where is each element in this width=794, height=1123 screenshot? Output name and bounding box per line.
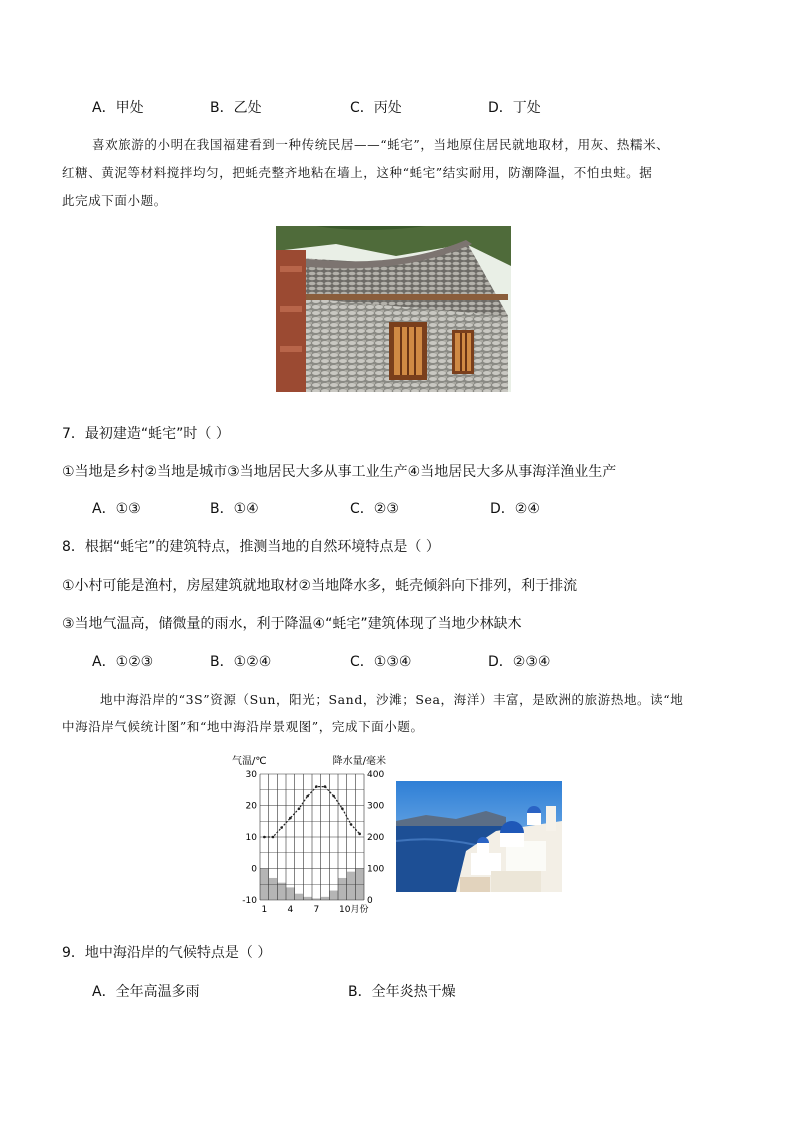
- y2-axis-label: 降水量/毫米: [332, 756, 386, 767]
- passage2-line2: 中海沿岸气候统计图”和“地中海沿岸景观图”，完成下面小题。: [62, 719, 424, 734]
- passage1-line2: 红糖、黄泥等材料搅拌均匀，把蚝壳整齐地粘在墙上，这种“蚝宅”结实耐用，防潮降温，不怕虫蛀。据: [62, 165, 653, 180]
- q6-option-c: C．丙处: [350, 100, 402, 116]
- y2-tick-label: 100: [367, 864, 385, 875]
- passage1-line3: 此完成下面小题。: [62, 193, 167, 208]
- x-tick-label: 7: [313, 905, 320, 915]
- precip-bar: [347, 872, 356, 900]
- q8-option-a: A．①②③: [92, 654, 154, 670]
- q8-stem: 8．根据“蚝宅”的建筑特点，推测当地的自然环境特点是（ ）: [62, 539, 440, 555]
- precip-bar: [277, 883, 286, 900]
- precip-bar: [338, 878, 347, 900]
- q7-statements: ①当地是乡村②当地是城市③当地居民大多从事工业生产④当地居民大多从事海洋渔业生产: [62, 464, 617, 480]
- precip-bar: [303, 897, 312, 900]
- q6-option-d: D．丁处: [488, 100, 541, 116]
- y-tick-label: 30: [245, 770, 257, 780]
- precip-bar: [269, 878, 278, 900]
- temperature-point: [332, 795, 335, 798]
- oyster-house-photo: [276, 226, 511, 392]
- passage2-line1: 地中海沿岸的“3S”资源（Sun，阳光；Sand，沙滩；Sea，海洋）丰富，是欧洲的旅游热地。读“地: [100, 692, 684, 707]
- y-tick-label: -10: [242, 896, 257, 906]
- precip-bar: [286, 887, 295, 900]
- temperature-point: [341, 807, 344, 810]
- q9-option-a: A．全年高温多雨: [92, 984, 200, 1000]
- q8-option-d: D．②③④: [488, 654, 551, 670]
- temperature-point: [324, 785, 327, 788]
- q8-statements-line2: ③当地气温高，储微量的雨水，利于降温④“蚝宅”建筑体现了当地少林缺木: [62, 616, 522, 632]
- temperature-point: [289, 817, 292, 820]
- temperature-point: [306, 795, 309, 798]
- q6-option-a: A．甲处: [92, 100, 144, 116]
- passage1-line1: 喜欢旅游的小明在我国福建看到一种传统民居——“蚝宅”，当地原住居民就地取材，用灰、热糯米、: [92, 137, 670, 152]
- q8-option-b: B．①②④: [210, 654, 272, 670]
- y-tick-label: 10: [245, 833, 257, 843]
- temperature-point: [315, 785, 318, 788]
- y2-tick-label: 0: [367, 896, 373, 906]
- q8-option-c: C．①③④: [350, 654, 412, 670]
- y2-tick-label: 200: [367, 833, 385, 843]
- temperature-point: [298, 807, 301, 810]
- precip-bar: [295, 894, 304, 900]
- x-tick-label: 10月份: [339, 905, 369, 915]
- x-tick-label: 1: [261, 905, 268, 915]
- temperature-point: [358, 833, 361, 836]
- q7-option-d: D．②④: [490, 501, 540, 517]
- mediterranean-coast-photo: [396, 781, 562, 892]
- temperature-point: [272, 836, 275, 839]
- q7-stem: 7．最初建造“蚝宅”时（ ）: [62, 426, 230, 442]
- temperature-point: [350, 823, 353, 826]
- climate-chart: [228, 752, 388, 918]
- y-tick-label: 0: [251, 864, 257, 875]
- q8-statements-line1: ①小村可能是渔村，房屋建筑就地取材②当地降水多，蚝壳倾斜向下排列，利于排流: [62, 578, 578, 594]
- y2-tick-label: 400: [367, 770, 385, 780]
- y2-tick-label: 300: [367, 801, 385, 812]
- climate-chart-svg: [228, 752, 388, 918]
- q7-option-b: B．①④: [210, 501, 259, 517]
- q9-option-b: B．全年炎热干燥: [348, 984, 456, 1000]
- q6-option-b: B．乙处: [210, 100, 262, 116]
- temperature-point: [263, 836, 266, 839]
- x-tick-label: 4: [287, 905, 294, 915]
- q7-option-c: C．②③: [350, 501, 399, 517]
- y-axis-label: 气温/℃: [232, 756, 267, 767]
- precip-bar: [321, 897, 330, 900]
- q9-stem: 9．地中海沿岸的气候特点是（ ）: [62, 945, 272, 961]
- q7-option-a: A．①③: [92, 501, 141, 517]
- precip-bar: [329, 891, 338, 900]
- y-tick-label: 20: [245, 801, 257, 812]
- temperature-point: [280, 826, 283, 829]
